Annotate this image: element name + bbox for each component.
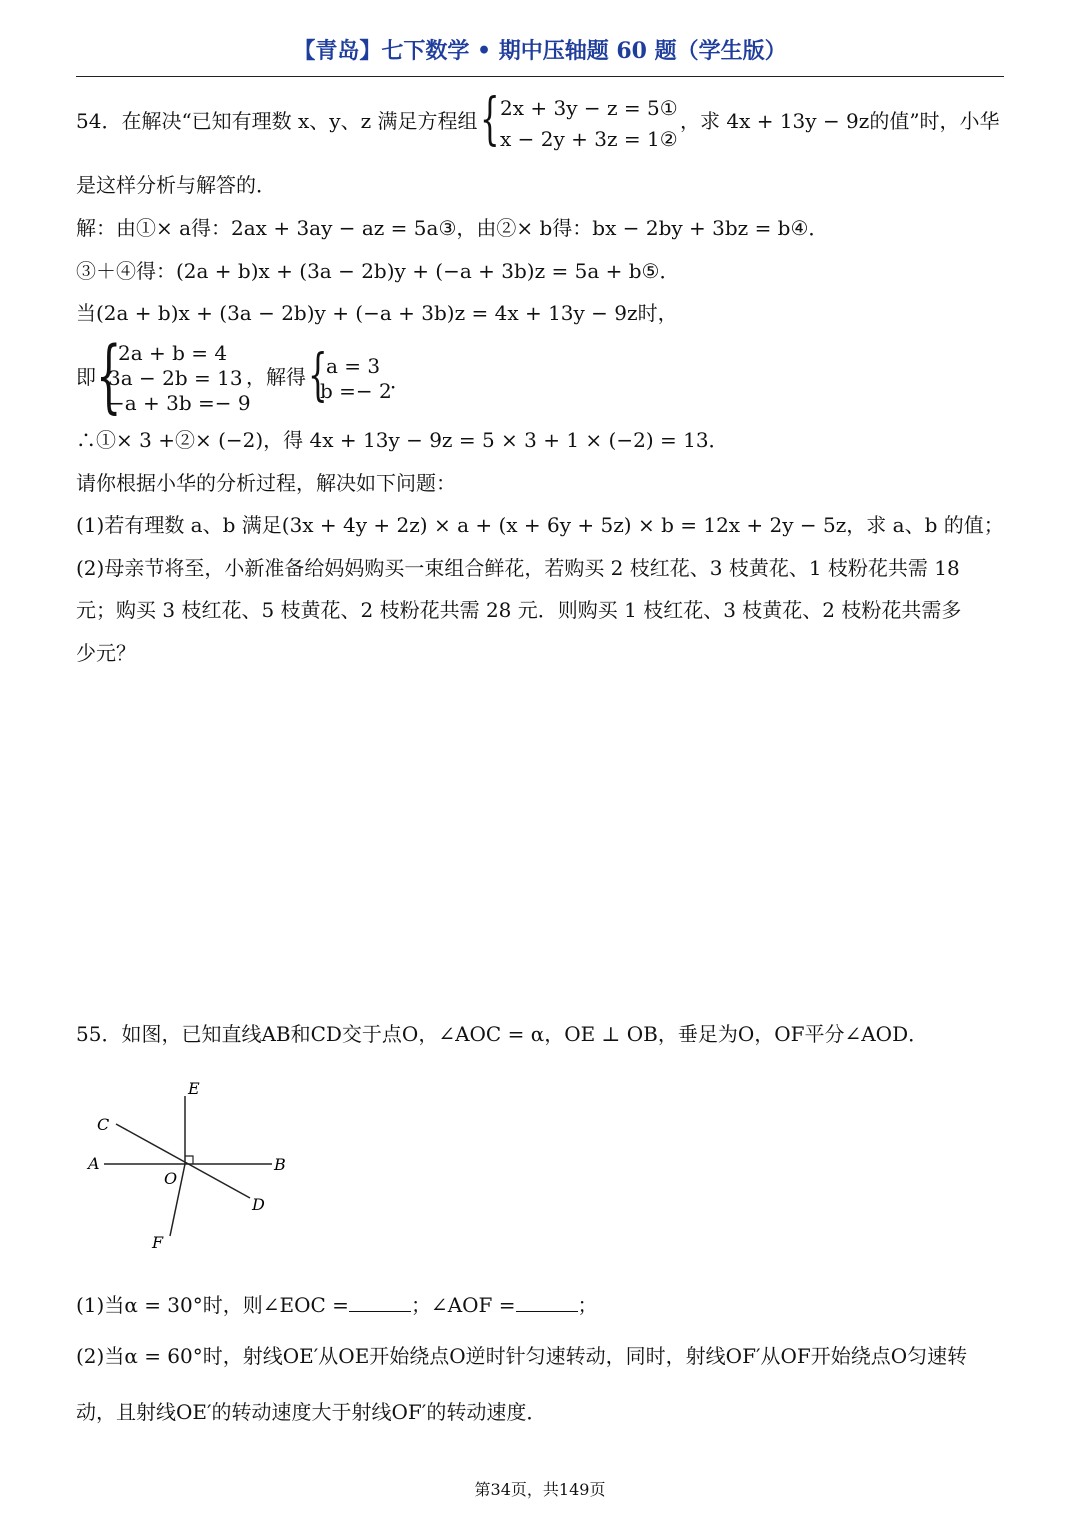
q54-part-2-line-2: 元；购买 3 枝红花、5 枝黄花、2 枝粉花共需 28 元．则购买 1 枝红花、3 枝黄花、2 枝粉花共需多 <box>76 598 962 622</box>
label-b: B <box>274 1155 286 1174</box>
label-e: E <box>188 1079 200 1098</box>
q54-period: ． <box>390 369 410 393</box>
q55-geometry-figure <box>84 1076 304 1256</box>
q54-solution-5: ∴①× 3 +②× (−2)，得 4x + 13y − 9z = 5 × 3 + 1 × (−2) = 13． <box>76 428 729 452</box>
q54-part-2-line-1: (2)母亲节将至，小新准备给妈妈购买一束组合鲜花，若购买 2 枝红花、3 枝黄花、1 枝粉花共需 18 <box>76 556 960 580</box>
q54-sys-b-2: b =− 2 <box>320 379 392 403</box>
q55-part-1 <box>76 1292 598 1318</box>
q54-intro-pre: 54．在解决“已知有理数 x、y、z 满足方程组 <box>76 109 478 133</box>
page-footer-number: 第34页，共149页 <box>474 1480 606 1499</box>
q55-part-2-line-2: 动，且射线OE′的转动速度大于射线OF′的转动速度． <box>76 1400 547 1424</box>
label-d: D <box>252 1195 265 1214</box>
label-a: A <box>88 1154 100 1173</box>
q54-solution-2: ③＋④得：(2a + b)x + (3a − 2b)y + (−a + 3b)z = 5a + b⑤． <box>76 259 680 283</box>
q54-solution-1: 解：由①× a得：2ax + 3ay − az = 5a③，由②× b得：bx − 2by + 3bz = b④． <box>76 216 829 240</box>
q55-part-1-end: ； <box>577 1293 598 1317</box>
q54-solution-3: 当(2a + b)x + (3a − 2b)y + (−a + 3b)z = 4x + 13y − 9z时， <box>76 301 678 325</box>
q54-sys-b-1: a = 3 <box>326 354 381 378</box>
q54-jiede: ，解得 <box>246 365 306 389</box>
q54-sys-a-2: 3a − 2b = 13 <box>108 366 243 390</box>
q55-part-2-line-1: (2)当α = 60°时，射线OE′从OE开始绕点O逆时针匀速转动，同时，射线OF′从OF开始绕点O匀速转 <box>76 1344 968 1368</box>
q54-part-2-line-3: 少元？ <box>76 641 136 665</box>
page-header-title: 【青岛】七下数学 • 期中压轴题 60 题（学生版） <box>293 38 787 64</box>
line-cd <box>116 1124 250 1198</box>
q54-intro-post: ，求 4x + 13y − 9z的值”时，小华 <box>680 109 1000 133</box>
q54-ask: 请你根据小华的分析过程，解决如下问题： <box>76 471 456 495</box>
q54-sys-a-1: 2a + b = 4 <box>118 341 228 365</box>
answer-blank-eoc[interactable] <box>349 1293 411 1312</box>
q54-eq1: 2x + 3y − z = 5① <box>500 96 678 120</box>
q55-intro: 55．如图，已知直线AB和CD交于点O，∠AOC = α，OE ⊥ OB，垂足为O，OF平分∠AOD． <box>76 1022 929 1046</box>
q54-system-a-brace: { <box>96 329 122 422</box>
label-o: O <box>164 1169 178 1188</box>
q54-intro-line <box>76 108 478 134</box>
q54-part-1: (1)若有理数 a、b 满足(3x + 4y + 2z) × a + (x + 6y + 5z) × b = 12x + 2y − 5z，求 a、b 的值； <box>76 513 1004 537</box>
q54-sys-a-3: −a + 3b =− 9 <box>108 391 251 415</box>
q55-part-1-pre: (1)当α = 30°时，则∠EOC = <box>76 1293 349 1317</box>
header-divider <box>76 76 1004 77</box>
q54-system-b-brace: { <box>308 343 328 408</box>
q54-system-brace: { <box>480 87 500 152</box>
label-f: F <box>152 1233 164 1252</box>
q54-ji: 即 <box>76 365 96 389</box>
answer-blank-aof[interactable] <box>516 1293 578 1312</box>
q55-part-1-mid: ；∠AOF = <box>410 1293 516 1317</box>
q54-eq2: x − 2y + 3z = 1② <box>500 127 678 151</box>
label-c: C <box>97 1115 110 1134</box>
q54-line2: 是这样分析与解答的． <box>76 173 276 197</box>
